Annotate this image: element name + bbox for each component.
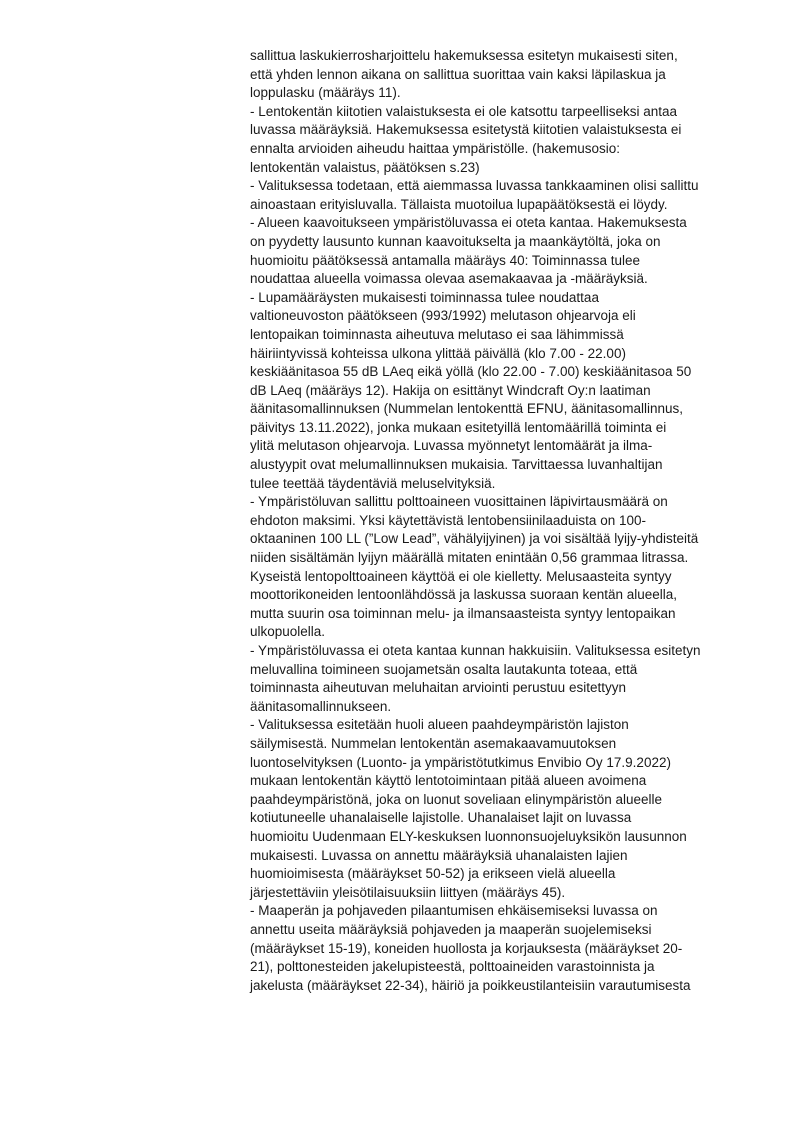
text-line: - Valituksessa esitetään huoli alueen paahdeympäristön lajiston xyxy=(250,717,629,733)
text-line: noudattaa alueella voimassa olevaa asemakaavaa ja -määräyksiä. xyxy=(250,271,648,287)
text-line: kotiutuneelle uhanalaiselle lajistolle. Uhanalaiset lajit on luvassa xyxy=(250,810,632,826)
text-line: ainoastaan erityisluvalla. Tällaista muotoilua lupapäätöksestä ei löydy. xyxy=(250,196,668,212)
text-line: häiriintyvissä kohteissa ulkona ylittää päivällä (klo 7.00 - 22.00) xyxy=(250,345,626,361)
text-line: äänitasomallinnuksen (Nummelan lentokenttä EFNU, äänitasomallinnus, xyxy=(250,401,683,417)
text-line: mukaisesti. Luvassa on annettu määräyksiä uhanalaisten lajien xyxy=(250,847,628,863)
text-line: ylitä melutason ohjearvoja. Luvassa myönnetyt lentomäärät ja ilma- xyxy=(250,438,653,454)
text-line: että yhden lennon aikana on sallittua suorittaa vain kaksi läpilaskua ja xyxy=(250,66,666,82)
text-line: sallittua laskukierrosharjoittelu hakemuksessa esitetyn mukaisesti siten, xyxy=(250,48,678,63)
text-line: toiminnasta aiheutuvan meluhaitan arviointi perustuu esitettyyn xyxy=(250,680,626,696)
text-line: järjestettäviin yleisötilaisuuksiin liittyen (määräys 45). xyxy=(250,884,566,900)
text-line: ulkopuolella. xyxy=(250,624,326,640)
text-line: oktaaninen 100 LL (”Low Lead”, vähälyijyinen) ja voi sisältää lyijy-yhdisteitä xyxy=(250,531,699,547)
text-line: moottorikoneiden lentoonlähdössä ja laskussa suoraan kentän alueella, xyxy=(250,587,678,603)
text-line: säilymisestä. Nummelan lentokentän asemakaavamuutoksen xyxy=(250,735,617,751)
text-line: tulee teettää täydentäviä meluselvityksiä. xyxy=(250,475,496,491)
text-line: niiden sisältämän lyijyn määrällä mitaten enintään 0,56 grammaa litrassa. xyxy=(250,550,689,566)
text-line: mutta suurin osa toiminnan melu- ja ilmansaasteista syntyy lentopaikan xyxy=(250,605,676,621)
text-line: loppulasku (määräys 11). xyxy=(250,85,401,101)
text-line: huomioimisesta (määräykset 50-52) ja erikseen vielä alueella xyxy=(250,866,616,882)
text-line: mukaan lentokentän käyttö lentotoimintaan pitää alueen avoimena xyxy=(250,773,647,789)
text-line: ehdoton maksimi. Yksi käytettävistä lentobensiinilaaduista on 100- xyxy=(250,512,646,528)
text-line: (määräykset 15-19), koneiden huollosta ja korjauksesta (määräykset 20- xyxy=(250,940,683,956)
text-line: lentokentän valaistus, päätöksen s.23) xyxy=(250,159,480,175)
text-line: Kyseistä lentopolttoaineen käyttöä ei ole kielletty. Melusaasteita syntyy xyxy=(250,568,672,584)
text-line: - Maaperän ja pohjaveden pilaantumisen ehkäisemiseksi luvassa on xyxy=(250,903,658,919)
text-line: on pyydetty lausunto kunnan kaavoitukselta ja maankäytöltä, joka on xyxy=(250,233,661,249)
text-line: - Alueen kaavoitukseen ympäristöluvassa ei oteta kantaa. Hakemuksesta xyxy=(250,215,687,231)
text-line: keskiäänitasoa 55 dB LAeq eikä yöllä (klo 22.00 - 7.00) keskiäänitasoa 50 xyxy=(250,364,692,380)
text-line: alustyypit ovat melumallinnuksen mukaisia. Tarvittaessa luvanhaltijan xyxy=(250,457,663,473)
text-line: - Lentokentän kiitotien valaistuksesta ei ole katsottu tarpeelliseksi antaa xyxy=(250,103,677,119)
text-line: huomioitu päätöksessä antamalla määräys 40: Toiminnassa tulee xyxy=(250,252,640,268)
text-line: - Ympäristöluvassa ei oteta kantaa kunnan hakkuisiin. Valituksessa esitetyn xyxy=(250,643,701,658)
text-line: lentopaikan toiminnasta aiheutuva melutaso ei saa lähimmissä xyxy=(250,326,624,342)
text-line: päivitys 13.11.2022), jonka mukaan esitetyillä lentomäärillä toiminta ei xyxy=(250,419,667,435)
text-line: ennalta arvioiden aiheudu haittaa ympäristölle. (hakemusosio: xyxy=(250,140,620,156)
text-line: dB LAeq (määräys 12). Hakija on esittänyt Windcraft Oy:n laatiman xyxy=(250,382,651,398)
text-line: jakelusta (määräykset 22-34), häiriö ja poikkeustilanteisiin varautumisesta xyxy=(250,977,691,993)
text-line: huomioitu Uudenmaan ELY-keskuksen luonnonsuojeluyksikön lausunnon xyxy=(250,828,687,844)
text-line: 21), polttonesteiden jakelupisteestä, polttoaineiden varastoinnista ja xyxy=(250,959,655,975)
text-line: äänitasomallinnukseen. xyxy=(250,698,392,714)
text-line: - Lupamääräysten mukaisesti toiminnassa tulee noudattaa xyxy=(250,289,599,305)
document-body xyxy=(250,47,750,995)
text-line: paahdeympäristönä, joka on luonut soveliaan elinympäristön alueelle xyxy=(250,791,663,807)
text-line: luontoselvityksen (Luonto- ja ympäristötutkimus Envibio Oy 17.9.2022) xyxy=(250,754,671,770)
text-line: annettu useita määräyksiä pohjaveden ja maaperän suojelemiseksi xyxy=(250,921,652,937)
text-line: - Ympäristöluvan sallittu polttoaineen vuosittainen läpivirtausmäärä on xyxy=(250,494,668,510)
text-line: valtioneuvoston päätökseen (993/1992) melutason ohjearvoja eli xyxy=(250,308,636,324)
text-line: meluvallina toimineen suojametsän osalta lautakunta toteaa, että xyxy=(250,661,638,677)
text-line: luvassa määräyksiä. Hakemuksessa esitetystä kiitotien valaistuksesta ei xyxy=(250,122,682,138)
text-line: - Valituksessa todetaan, että aiemmassa luvassa tankkaaminen olisi sallittu xyxy=(250,178,699,194)
